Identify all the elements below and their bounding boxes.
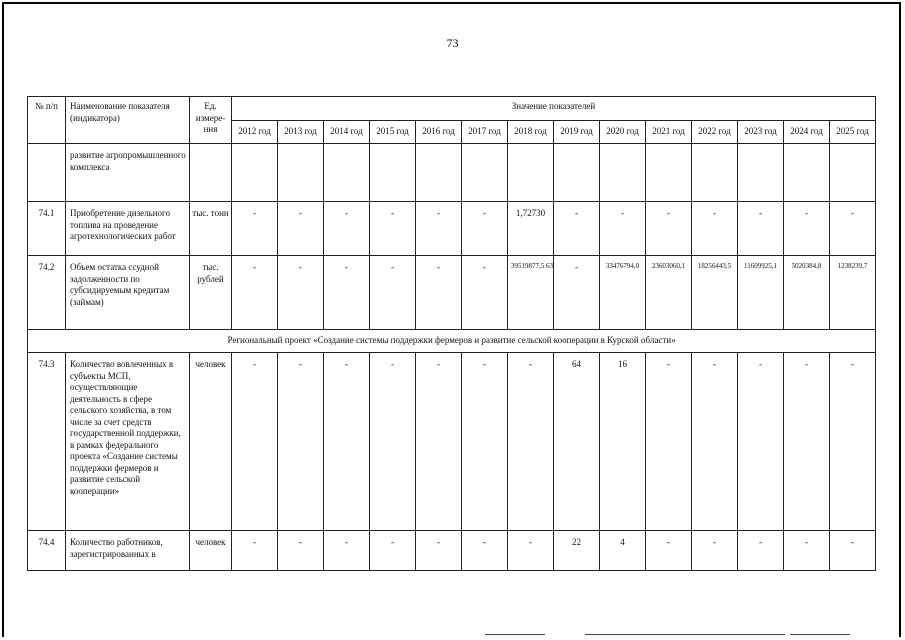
header-year: 2021 год <box>646 121 692 144</box>
row-value <box>784 144 830 202</box>
row-value: - <box>692 353 738 531</box>
row-value: - <box>232 202 278 256</box>
row-unit: тыс. рублей <box>190 256 232 330</box>
row-value: - <box>416 256 462 330</box>
row-value: 1238239,7 <box>830 256 876 330</box>
row-value: - <box>738 353 784 531</box>
row-value: - <box>646 531 692 571</box>
row-value: - <box>462 531 508 571</box>
row-value: - <box>784 202 830 256</box>
header-unit: Ед. измере-ния <box>190 97 232 144</box>
scan-artifact-line <box>485 634 545 635</box>
header-year: 2018 год <box>508 121 554 144</box>
row-unit: тыс. тонн <box>190 202 232 256</box>
header-year: 2022 год <box>692 121 738 144</box>
row-value: - <box>416 202 462 256</box>
row-value: 18256443,5 <box>692 256 738 330</box>
table-row <box>28 144 876 202</box>
section-title: Региональный проект «Создание системы поддержки фермеров и развитие сельской кооперации в Курской области» <box>28 330 876 353</box>
row-value: - <box>278 531 324 571</box>
row-num: 74.3 <box>28 353 66 531</box>
row-value: - <box>554 256 600 330</box>
row-value: - <box>416 531 462 571</box>
row-value: - <box>324 256 370 330</box>
row-name: Приобретение дизельного топлива на проведение агротехнологических работ <box>66 202 190 256</box>
row-value <box>416 144 462 202</box>
row-value: - <box>278 256 324 330</box>
row-num: 74.2 <box>28 256 66 330</box>
row-value: - <box>784 353 830 531</box>
row-value: - <box>830 202 876 256</box>
row-value <box>508 144 554 202</box>
row-value: - <box>738 202 784 256</box>
row-name: развитие агропромышленного комплекса <box>66 144 190 202</box>
row-value: - <box>508 353 554 531</box>
indicators-table <box>27 96 876 571</box>
row-value <box>738 144 784 202</box>
row-value: - <box>508 531 554 571</box>
row-name: Объем остатка ссудной задолженности по субсидируемым кредитам (займам) <box>66 256 190 330</box>
row-name: Количество работников, зарегистрированных в <box>66 531 190 571</box>
row-value: 64 <box>554 353 600 531</box>
header-year: 2013 год <box>278 121 324 144</box>
header-year: 2025 год <box>830 121 876 144</box>
row-value: - <box>232 531 278 571</box>
row-value: - <box>554 202 600 256</box>
row-value <box>830 144 876 202</box>
row-value: 22 <box>554 531 600 571</box>
row-value <box>278 144 324 202</box>
row-value: 5020384,8 <box>784 256 830 330</box>
row-value: - <box>692 531 738 571</box>
row-value: - <box>370 531 416 571</box>
row-value: - <box>232 256 278 330</box>
row-value: - <box>830 531 876 571</box>
row-value: - <box>324 202 370 256</box>
header-year: 2024 год <box>784 121 830 144</box>
header-name: Наименование показателя (индикатора) <box>66 97 190 144</box>
row-value: 39519877,5 63 <box>508 256 554 330</box>
row-value: 33476794,0 <box>600 256 646 330</box>
row-value: - <box>646 353 692 531</box>
row-value <box>692 144 738 202</box>
row-num: 74.1 <box>28 202 66 256</box>
row-value: - <box>370 202 416 256</box>
table-row <box>28 531 876 571</box>
table-row <box>28 202 876 256</box>
header-year: 2017 год <box>462 121 508 144</box>
row-value: 4 <box>600 531 646 571</box>
header-year: 2015 год <box>370 121 416 144</box>
row-value: - <box>784 531 830 571</box>
header-num: № п/п <box>28 97 66 144</box>
row-unit: человек <box>190 531 232 571</box>
row-value <box>462 144 508 202</box>
row-value: - <box>462 353 508 531</box>
row-value <box>232 144 278 202</box>
row-value: - <box>830 353 876 531</box>
row-value: - <box>324 531 370 571</box>
row-value: - <box>692 202 738 256</box>
row-value: - <box>462 256 508 330</box>
row-value: - <box>646 202 692 256</box>
row-value: - <box>278 353 324 531</box>
row-value: 16 <box>600 353 646 531</box>
scan-artifact-line <box>585 634 785 635</box>
row-num <box>28 144 66 202</box>
row-value <box>600 144 646 202</box>
row-value: - <box>232 353 278 531</box>
row-value: - <box>600 202 646 256</box>
row-value: - <box>738 531 784 571</box>
table-row <box>28 256 876 330</box>
page-number: 73 <box>446 36 459 50</box>
row-value: 23603060,1 <box>646 256 692 330</box>
row-unit: человек <box>190 353 232 531</box>
row-value: - <box>462 202 508 256</box>
row-value: - <box>324 353 370 531</box>
row-value: 11609925,1 <box>738 256 784 330</box>
header-year: 2020 год <box>600 121 646 144</box>
header-year: 2012 год <box>232 121 278 144</box>
row-value: 1,72730 <box>508 202 554 256</box>
row-value <box>324 144 370 202</box>
header-year: 2016 год <box>416 121 462 144</box>
row-value: - <box>370 353 416 531</box>
row-value <box>370 144 416 202</box>
row-unit <box>190 144 232 202</box>
header-year: 2014 год <box>324 121 370 144</box>
scan-artifact-line <box>790 634 850 635</box>
table-row <box>28 353 876 531</box>
header-year: 2023 год <box>738 121 784 144</box>
row-value: - <box>416 353 462 531</box>
header-values-title: Значение показателей <box>232 97 876 121</box>
header-year: 2019 год <box>554 121 600 144</box>
row-value: - <box>278 202 324 256</box>
row-name: Количество вовлеченных в субъекты МСП, осуществляющие деятельность в сфере сельского хозяйства, в том числе за счет средств государственной поддержки, в рамках федерального проекта «Создание системы поддержки фермеров и развитие сельской кооперации» <box>66 353 190 531</box>
row-num: 74.4 <box>28 531 66 571</box>
row-value: - <box>370 256 416 330</box>
row-value <box>646 144 692 202</box>
section-row <box>28 330 876 353</box>
row-value <box>554 144 600 202</box>
